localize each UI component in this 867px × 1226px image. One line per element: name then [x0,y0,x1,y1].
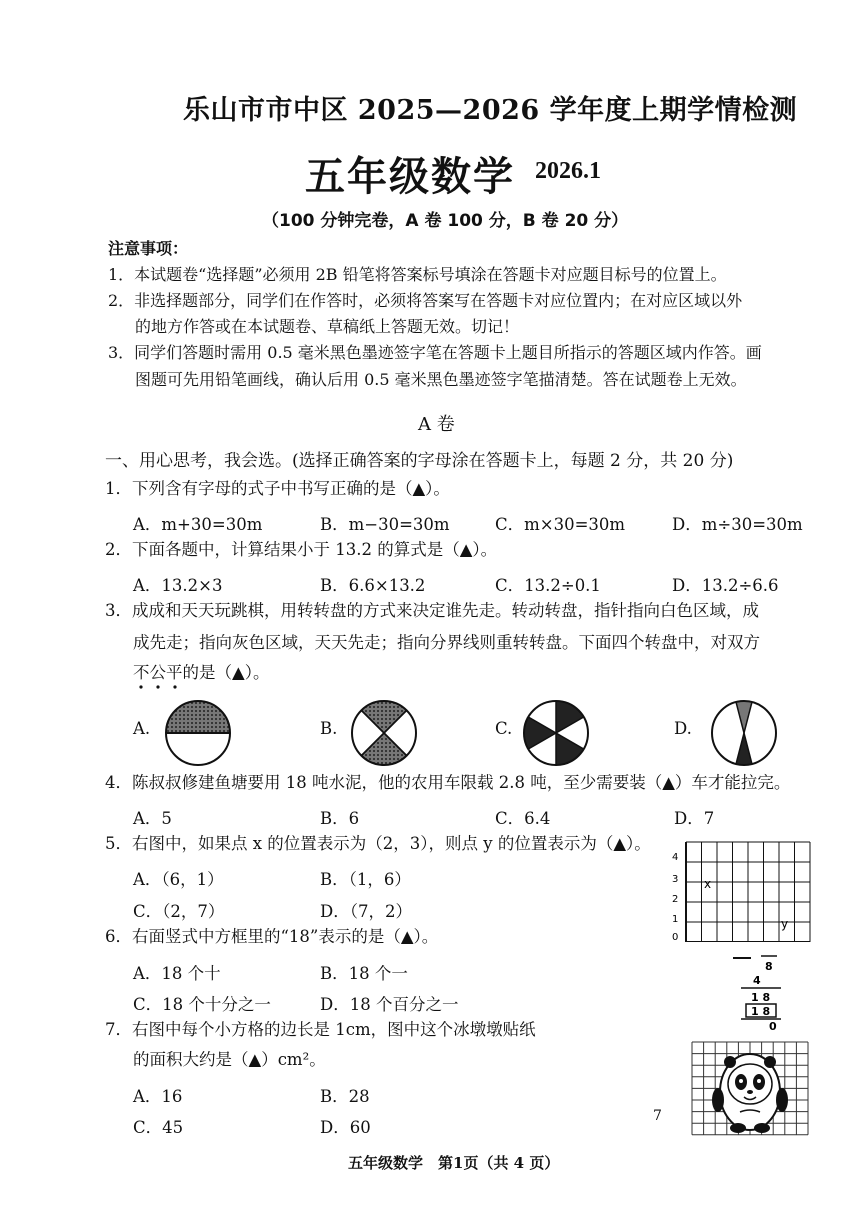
stray-mark: 7 [653,1108,662,1124]
part-1-heading: 一、用心思考，我会选。(选择正确答案的字母涂在答题卡上，每题 2 分，共 20 分) [105,451,734,471]
q3-option-c: C. [495,719,513,738]
emphasis-dots [133,683,193,691]
q6-option-b: B．18 个一 [320,964,408,983]
spinner-d [708,697,780,769]
q6-option-d: D．18 个百分之一 [320,995,459,1014]
division-remainder: 0 [769,1020,777,1032]
question-1-stem: 1．下列含有字母的式子中书写正确的是（▲）。 [105,479,450,498]
note-line: 1．本试题卷“选择题”必须用 2B 铅笔将答案标号填涂在答题卡对应题目标号的位置上。 [108,265,727,284]
q5-option-b: B．（1，6） [320,870,411,889]
grid-y-label: 4 [672,852,679,863]
note-line: 3．同学们答题时需用 0.5 毫米黑色墨迹签字笔在答题卡上题目所指示的答题区域内作答。画 [108,343,762,362]
q4-option-b: B．6 [320,809,360,828]
q1-option-d: D．m÷30=30m [672,515,803,534]
q2-option-d: D．13.2÷6.6 [672,576,779,595]
exam-date: 2026.1 [535,158,601,184]
q3-option-d: D. [674,719,692,738]
q3-option-a: A. [133,719,151,738]
note-line: 的地方作答或在本试题卷、草稿纸上答题无效。切记！ [135,317,520,336]
question-7-line-1: 7．右图中每个小方格的边长是 1cm，图中这个冰墩墩贴纸 [105,1020,536,1039]
grid-y-label: 2 [672,894,679,905]
spinner-b [348,697,420,769]
question-3-line-1: 3．成成和天天玩跳棋，用转转盘的方式来决定谁先走。转动转盘，指针指向白色区域，成 [105,601,759,620]
q5-option-d: D．（7，2） [320,902,412,921]
division-quotient: 4 [753,974,761,987]
panda-sticker-icon [712,1054,788,1133]
q2-option-b: B．6.6×13.2 [320,576,426,595]
notes-heading: 注意事项： [108,239,189,258]
grid-y-label: 0 [672,932,679,942]
q4-option-a: A．5 [133,809,172,828]
q7-option-c: C．45 [133,1118,184,1137]
subject-title: 五年级数学 [305,153,515,200]
vertical-division-figure [725,952,795,1032]
exam-title: 乐山市市中区 2025—2026 学年度上期学情检测 [183,95,798,126]
spinner-c [520,697,592,769]
note-line: 2．非选择题部分，同学们在作答时，必须将答案写在答题卡对应位置内；在对应区域以外 [108,291,743,310]
note-line: 图题可先用铅笔画线，确认后用 0.5 毫米黑色墨迹签字笔描清楚。答在试题卷上无效。 [135,370,747,389]
exam-subtitle: （100 分钟完卷，A 卷 100 分，B 卷 20 分） [262,211,629,231]
q5-option-a: A．（6，1） [133,870,224,889]
coordinate-grid-figure [666,836,816,942]
q4-option-d: D．7 [674,809,715,828]
question-7-line-2: 的面积大约是（▲）cm²。 [133,1050,326,1069]
question-4-stem: 4．陈叔叔修建鱼塘要用 18 吨水泥，他的农用车限载 2.8 吨，至少需要装（▲）车才能拉完。 [105,773,791,792]
q7-option-b: B．28 [320,1087,370,1106]
question-5-stem: 5．右图中，如果点 x 的位置表示为（2，3），则点 y 的位置表示为（▲）。 [105,834,651,853]
bing-dwen-dwen-sticker-figure [690,1040,810,1140]
q7-option-d: D．60 [320,1118,371,1137]
q6-option-c: C．18 个十分之一 [133,995,271,1014]
q3-option-b: B. [320,719,338,738]
question-3-line-2: 成先走；指向灰色区域，天天先走；指向分界线则重转转盘。下面四个转盘中，对双方 [133,633,760,652]
grid-point-y: y [781,917,789,931]
division-boxed-value: 1 8 [751,1005,771,1018]
q4-option-c: C．6.4 [495,809,551,828]
q1-option-b: B．m−30=30m [320,515,450,534]
question-3-line-3: 不公平的是（▲）。 [133,663,270,682]
q2-option-c: C．13.2÷0.1 [495,576,601,595]
q1-option-a: A．m+30=30m [133,515,263,534]
q1-option-c: C．m×30=30m [495,515,626,534]
spinner-a [162,697,234,769]
q2-option-a: A．13.2×3 [133,576,223,595]
question-2-stem: 2．下面各题中，计算结果小于 13.2 的算式是（▲）。 [105,540,498,559]
grid-y-label: 1 [672,914,679,925]
division-line: 1 8 [751,991,771,1004]
q7-option-a: A．16 [133,1087,183,1106]
grid-point-x: x [704,877,712,891]
q5-option-c: C．（2，7） [133,902,225,921]
page-footer: 五年级数学 第1页（共 4 页） [348,1154,560,1172]
q6-option-a: A．18 个十 [133,964,221,983]
question-6-stem: 6．右面竖式中方框里的“18”表示的是（▲）。 [105,927,439,946]
division-digit: 8 [765,960,773,973]
section-a-title: A 卷 [418,414,455,435]
grid-y-label: 3 [672,874,679,885]
